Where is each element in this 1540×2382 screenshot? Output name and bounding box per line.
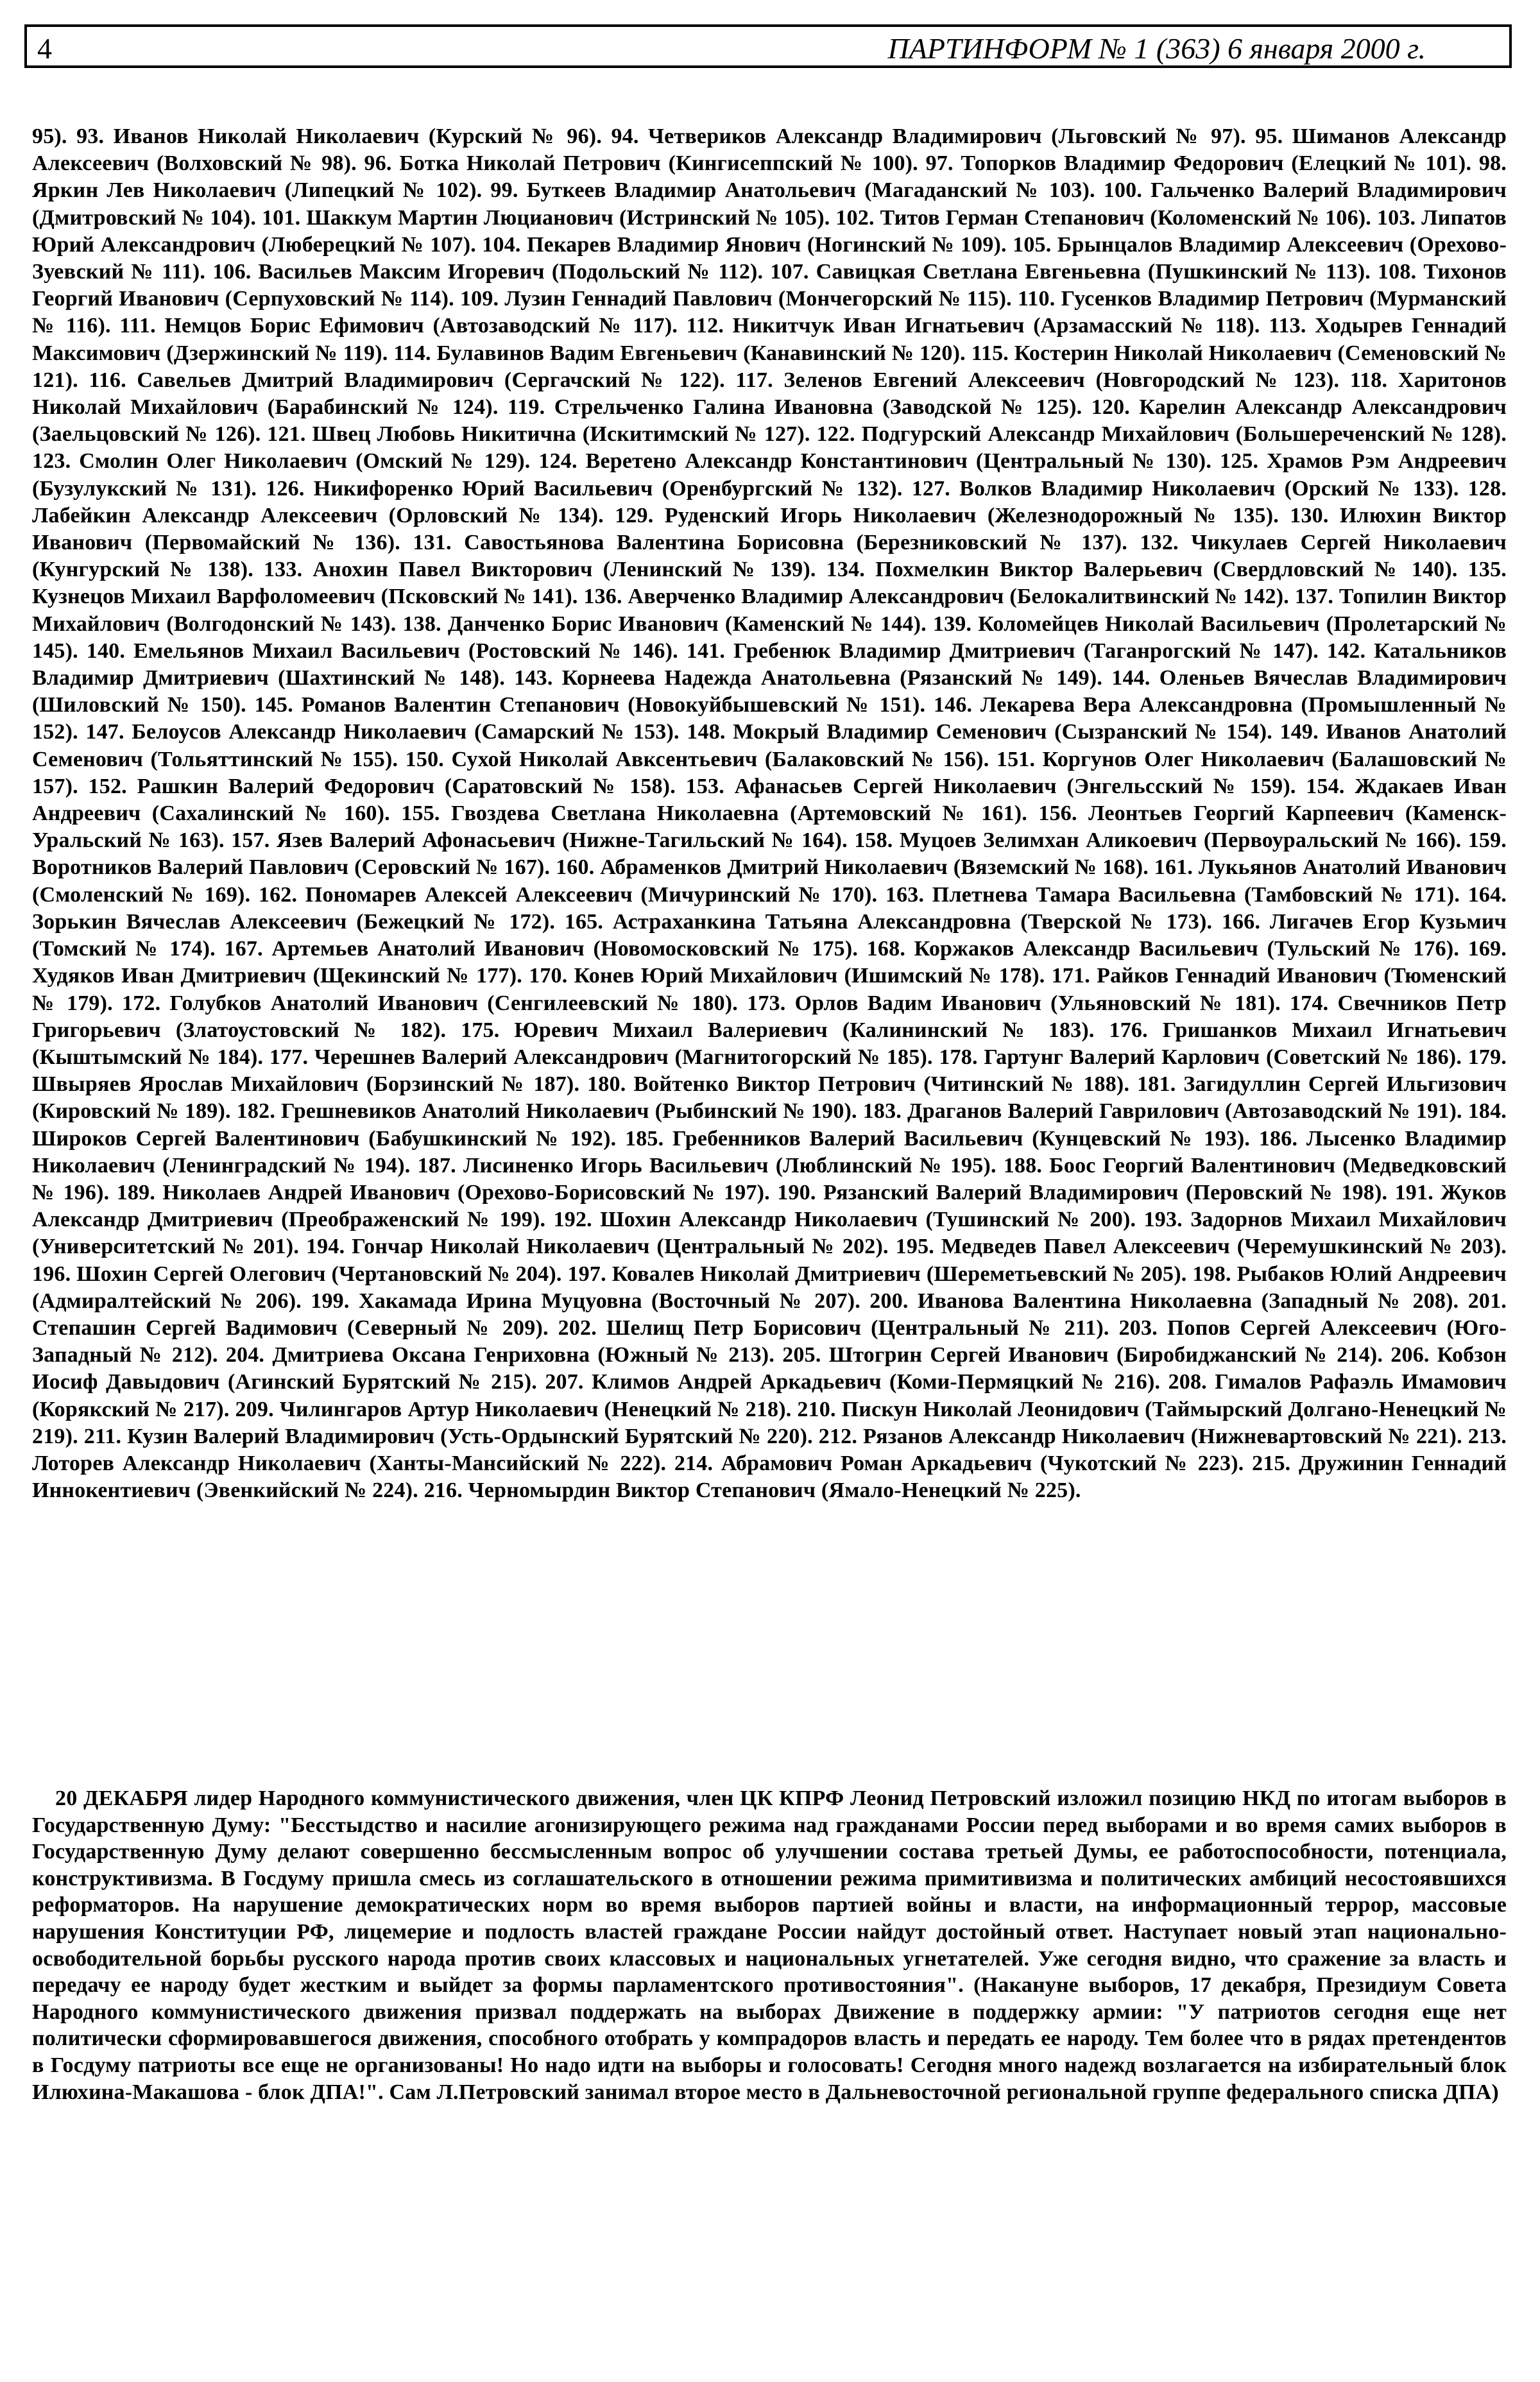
candidates-list: 95). 93. Иванов Николай Николаевич (Курский № 96). 94. Четвериков Александр Владимирович (Льговский № 97). 95. Шиманов Александр Алексеевич (Волховский № 98). 96. Ботка Николай Петрович (Кингисеппский № 100). 97. Топорков Владимир Федорович (Елецкий № 101). 98. Яркин Лев Николаевич (Липецкий № 102). 99. Буткеев Владимир Анатольевич (Магаданский № 103). 100. Гальченко Валерий Владимирович (Дмитровский № 104). 101. Шаккум Мартин Люцианович (Истринский № 105). 102. Титов Герман Степанович (Коломенский № 106). 103. Липатов Юрий Александрович (Люберецкий № 107). 104. Пекарев Владимир Янович (Ногинский № 109). 105. Брынцалов Владимир Алексеевич (Орехово-Зуевский № 111). 106. Васильев Максим Игоревич (Подольский № 112). 107. Савицкая Светлана Евгеньевна (Пушкинский № 113). 108. Тихонов Георгий Иванович (Серпуховский № 114). 109. Лузин Геннадий Павлович (Мончегорский № 115). 110. Гусенков Владимир Петрович (Мурманский № 116). 111. Немцов Борис Ефимович (Автозаводский № 117). 112. Никитчук Иван Игнатьевич (Арзамасский № 118). 113. Ходырев Геннадий Максимович (Дзержинский № 119). 114. Булавинов Вадим Евгеньевич (Канавинский № 120). 115. Костерин Николай Николаевич (Семеновский № 121). 116. Савельев Дмитрий Владимирович (Сергачский № 122). 117. Зеленов Евгений Алексеевич (Новгородский № 123). 118. Харитонов Николай Михайлович (Барабинский № 124). 119. Стрельченко Галина Ивановна (Заводской № 125). 120. Карелин Александр Александрович (Заельцовский № 126). 121. Швец Любовь Никитична (Искитимский № 127). 122. Подгурский Александр Михайлович (Большереченский № 128). 123. Смолин Олег Николаевич (Омский № 129). 124. Веретено Александр Константинович (Центральный № 130). 125. Храмов Рэм Андреевич (Бузулукский № 131). 126. Никифоренко Юрий Васильевич (Оренбургский № 132). 127. Волков Владимир Николаевич (Орский № 133). 128. Лабейкин Александр Алексеевич (Орловский № 134). 129. Руденский Игорь Николаевич (Железнодорожный № 135). 130. Илюхин Виктор Иванович (Первомайский № 136). 131. Савостьянова Валентина Борисовна (Березниковский № 137). 132. Чикулаев Сергей Николаевич (Кунгурский № 138). 133. Анохин Павел Викторович (Ленинский № 139). 134. Похмелкин Виктор Валерьевич (Свердловский № 140). 135. Кузнецов Михаил Варфоломеевич (Псковский № 141). 136. Аверченко Владимир Александрович (Белокалитвинский № 142). 137. Топилин Виктор Михайлович (Волгодонский № 143). 138. Данченко Борис Иванович (Каменский № 144). 139. Коломейцев Николай Васильевич (Пролетарский № 145). 140. Емельянов Михаил Васильевич (Ростовский № 146). 141. Гребенюк Владимир Дмитриевич (Таганрогский № 147). 142. Катальников Владимир Дмитриевич (Шахтинский № 148). 143. Корнеева Надежда Анатольевна (Рязанский № 149). 144. Оленьев Вячеслав Владимирович (Шиловский № 150). 145. Романов Валентин Степанович (Новокуйбышевский № 151). 146. Лекарева Вера Александровна (Промышленный № 152). 147. Белоусов Александр Николаевич (Самарский № 153). 148. Мокрый Владимир Семенович (Сызранский № 154). 149. Иванов Анатолий Семенович (Тольяттинский № 155). 150. Сухой Николай Авксентьевич (Балаковский № 156). 151. Коргунов Олег Николаевич (Балашовский № 157). 152. Рашкин Валерий Федорович (Саратовский № 158). 153. Афанасьев Сергей Николаевич (Энгельсский № 159). 154. Ждакаев Иван Андреевич (Сахалинский № 160). 155. Гвоздева Светлана Николаевна (Артемовский № 161). 156. Леонтьев Георгий Карпеевич (Каменск-Уральский № 163). 157. Язев Валерий Афонасьевич (Нижне-Тагильский № 164). 158. Муцоев Зелимхан Аликоевич (Первоуральский № 166). 159. Воротников Валерий Павлович (Серовский № 167). 160. Абраменков Дмитрий Николаевич (Вяземский № 168). 161. Лукьянов Анатолий Иванович (Смоленский № 169). 162. Пономарев Алексей Алексеевич (Мичуринский № 170). 163. Плетнева Тамара Васильевна (Тамбовский № 171). 164. Зорькин Вячеслав Алексеевич (Бежецкий № 172). 165. Астраханкина Татьяна Александровна (Тверской № 173). 166. Лигачев Егор Кузьмич (Томский № 174). 167. Артемьев Анатолий Иванович (Новомосковский № 175). 168. Коржаков Александр Васильевич (Тульский № 176). 169. Худяков Иван Дмитриевич (Щекинский № 177). 170. Конев Юрий Михайлович (Ишимский № 178). 171. Райков Геннадий Иванович (Тюменский № 179). 172. Голубков Анатолий Иванович (Сенгилеевский № 180). 173. Орлов Вадим Иванович (Ульяновский № 181). 174. Свечников Петр Григорьевич (Златоустовский № 182). 175. Юревич Михаил Валериевич (Калининский № 183). 176. Гришанков Михаил Игнатьевич (Кыштымский № 184). 177. Черешнев Валерий Александрович (Магнитогорский № 185). 178. Гартунг Валерий Карлович (Советский № 186). 179. Швыряев Ярослав Михайлович (Борзинский № 187). 180. Войтенко Виктор Петрович (Читинский № 188). 181. Загидуллин Сергей Ильгизович (Кировский № 189). 182. Грешневиков Анатолий Николаевич (Рыбинский № 190). 183. Драганов Валерий Гаврилович (Автозаводский № 191). 184. Широков Сергей Валентинович (Бабушкинский № 192). 185. Гребенников Валерий Васильевич (Кунцевский № 193). 186. Лысенко Владимир Николаевич (Ленинградский № 194). 187. Лисиненко Игорь Васильевич (Люблинский № 195). 188. Боос Георгий Валентинович (Медведковский № 196). 189. Николаев Андрей Иванович (Орехово-Борисовский № 197). 190. Рязанский Валерий Владимирович (Перовский № 198). 191. Жуков Александр Дмитриевич (Преображенский № 199). 192. Шохин Александр Николаевич (Тушинский № 200). 193. Задорнов Михаил Михайлович (Университетский № 201). 194. Гончар Николай Николаевич (Центральный № 202). 195. Медведев Павел Алексеевич (Черемушкинский № 203). 196. Шохин Сергей Олегович (Чертановский № 204). 197. Ковалев Николай Дмитриевич (Шереметьевский № 205). 198. Рыбаков Юлий Андреевич (Адмиралтейский № 206). 199. Хакамада Ирина Муцуовна (Восточный № 207). 200. Иванова Валентина Николаевна (Западный № 208). 201. Степашин Сергей Вадимович (Северный № 209). 202. Шелищ Петр Борисович (Центральный № 211). 203. Попов Сергей Алексеевич (Юго-Западный № 212). 204. Дмитриева Оксана Генриховна (Южный № 213). 205. Штогрин Сергей Иванович (Биробиджанский № 214). 206. Кобзон Иосиф Давыдович (Агинский Бурятский № 215). 207. Климов Андрей Аркадьевич (Коми-Пермяцкий № 216). 208. Гималов Рафаэль Имамович (Корякский № 217). 209. Чилингаров Артур Николаевич (Ненецкий № 218). 210. Пискун Николай Леонидович (Таймырский Долгано-Ненецкий № 219). 211. Кузин Валерий Владимирович (Усть-Ордынский Бурятский № 220). 212. Рязанов Александр Николаевич (Нижневартовский № 221). 213. Лоторев Александр Николаевич (Ханты-Мансийский № 222). 214. Абрамович Роман Аркадьевич (Чукотский № 223). 215. Дружинин Геннадий Иннокентиевич (Эвенкийский № 224). 216. Черномырдин Виктор Степанович (Ямало-Ненецкий № 225). [32,124,1507,1503]
issue-title: ПАРТИНФОРМ № 1 (363) 6 января 2000 г. [887,32,1426,65]
page-header [24,24,1512,68]
news-paragraph: 20 ДЕКАБРЯ лидер Народного коммунистического движения, член ЦК КПРФ Леонид Петровский изложил позицию НКД по итогам выборов в Государственную Думу: "Бесстыдство и насилие агонизирующего режима над гражданами России перед выборами и во время самих выборов в Государственную Думу делают совершенно бессмысленным вопрос об улучшении состава третьей Думы, ее работоспособности, потенциала, конструктивизма. В Госдуму пришла смесь из соглашательского в отношении режима примитивизма и политических амбиций несостоявшихся реформаторов. На нарушение демократических норм во время выборов партией войны и власти, на информационный террор, массовые нарушения Конституции РФ, лицемерие и подлость властей граждане России найдут достойный ответ. Наступает новый этап национально-освободительной борьбы русского народа против своих классовых и национальных угнетателей. Уже сегодня видно, что сражение за власть и передачу ее народу будет жестким и выйдет за формы парламентского противостояния". (Накануне выборов, 17 декабря, Президиум Совета Народного коммунистического движения призвал поддержать на выборах Движение в поддержку армии: "У патриотов сегодня еще нет политически сформировавшегося движения, способного отобрать у компрадоров власть и передать ее народу. Тем более что в рядах претендентов в Госдуму патриоты все еще не организованы! Но надо идти на выборы и голосовать! Сегодня много надежд возлагается на избирательный блок Илюхина-Макашова - блок ДПА!". Сам Л.Петровский занимал второе место в Дальневосточной региональной группе федерального списка ДПА) [32,1786,1507,2104]
page-number: 4 [37,32,52,65]
